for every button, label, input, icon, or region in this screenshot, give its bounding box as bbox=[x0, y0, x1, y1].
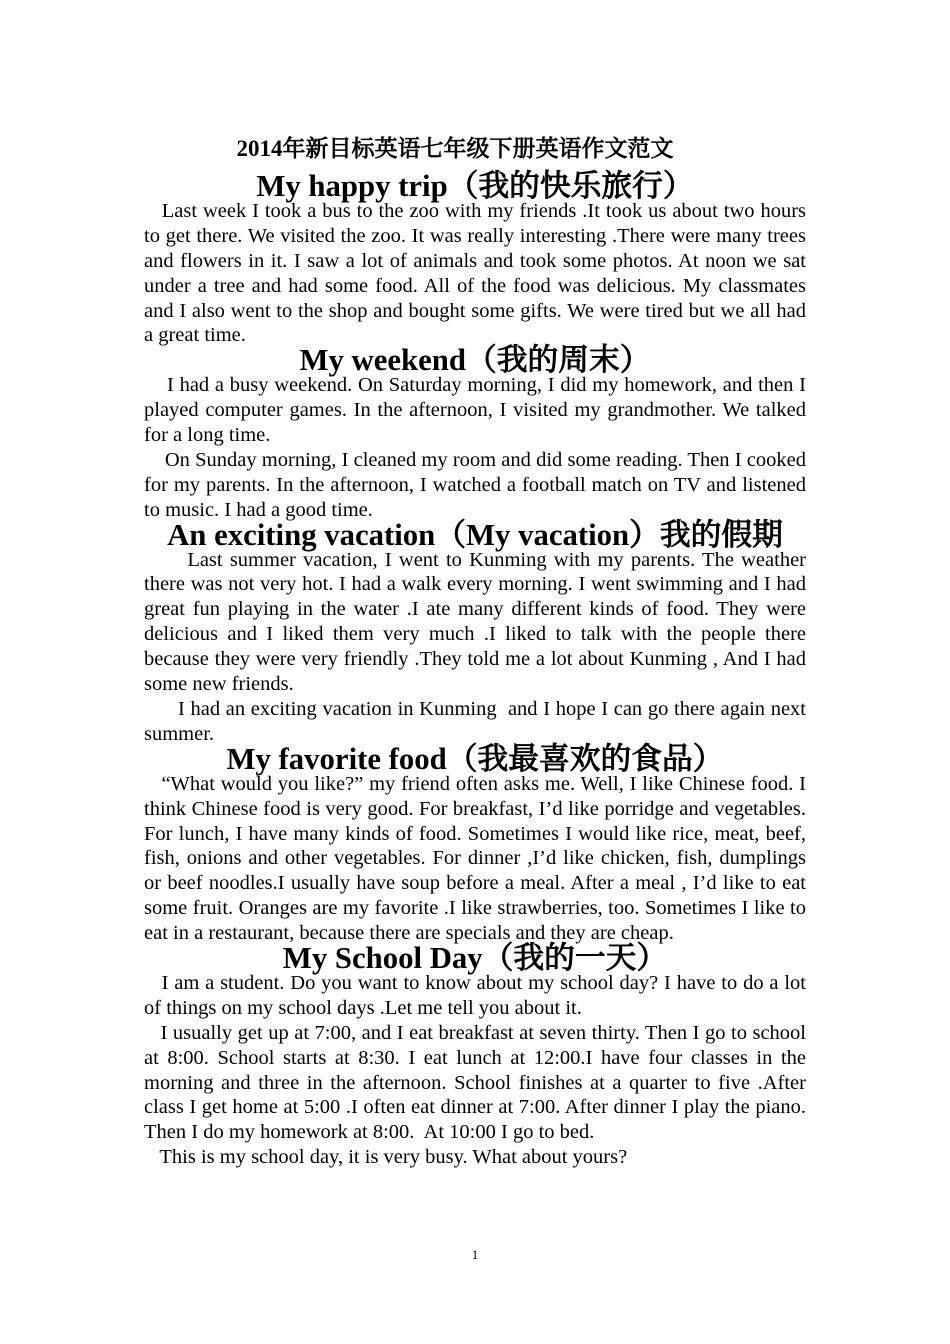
essay-favorite-food bbox=[144, 741, 812, 946]
paragraph: I had a busy weekend. On Saturday morning, I did my homework, and then I played computer games. In the afternoon, I visited my grandmother. We talked for a long time. bbox=[144, 374, 812, 447]
essay-my-happy-trip bbox=[144, 169, 812, 348]
paragraph: This is my school day, it is very busy. What about yours? bbox=[144, 1146, 628, 1169]
page-number: 1 bbox=[471, 1247, 479, 1262]
essay-school-day bbox=[144, 941, 812, 1170]
essay-exciting-vacation bbox=[144, 517, 812, 747]
essay-my-weekend bbox=[144, 343, 812, 522]
section-title: My weekend（我的周末） bbox=[299, 343, 651, 378]
document-title: 2014年新目标英语七年级下册英语作文范文 bbox=[236, 136, 674, 161]
paragraph: I had an exciting vacation in Kunming and I hope I can go there again next summer. bbox=[144, 697, 812, 745]
section-title: My School Day（我的一天） bbox=[282, 941, 668, 976]
paragraph: “What would you like?” my friend often asks me. Well, I like Chinese food. I think Chinese food is very good. For breakfast, I’d like porridge and vegetables. For lunch, I have many kinds of food. Sometimes I would like rice, meat, beef, fish, onions and other vegetables. For dinner ,I’d like chicken, fish, dumplings or beef noodles.I usually have soup before a meal. After a meal , I’d like to eat some fruit. Oranges are my favorite .I like strawberries, too. Sometimes I like to eat in a restaurant, because there are specials and they are cheap. bbox=[144, 772, 812, 945]
paragraph: Last summer vacation, I went to Kunming with my parents. The weather there was not very hot. I had a walk every morning. I went swimming and I had great fun playing in the water .I ate many different kinds of food. They were delicious and I liked them very much .I liked to talk with the people there because they were very friendly .They told me a lot about Kunming , And I had some new friends. bbox=[144, 548, 812, 696]
paragraph: Last week I took a bus to the zoo with my friends .It took us about two hours to get there. We visited the zoo. It was really interesting .There were many trees and flowers in it. I saw a lot of animals and took some photos. At noon we sat under a tree and had some food. All of the food was delicious. My classmates and I also went to the shop and bought some gifts. We were tired but we all had a great time. bbox=[144, 199, 812, 347]
paragraph: I am a student. Do you want to know about my school day? I have to do a lot of things on my school days .Let me tell you about it. bbox=[144, 971, 812, 1019]
document-body bbox=[144, 134, 812, 1170]
section-title: My happy trip（我的快乐旅行） bbox=[256, 169, 694, 203]
section-title: An exciting vacation（My vacation）我的假期 bbox=[167, 517, 783, 552]
paragraph: On Sunday morning, I cleaned my room and did some reading. Then I cooked for my parents. In the afternoon, I watched a football match on TV and listened to music. I had a good time. bbox=[144, 448, 812, 521]
section-title: My favorite food（我最喜欢的食品） bbox=[226, 741, 724, 776]
paragraph: I usually get up at 7:00, and I eat breakfast at seven thirty. Then I go to school at 8:00. School starts at 8:30. I eat lunch at 12:00.I have four classes in the morning and three in the afternoon. School finishes at a quarter to five .After class I get home at 5:00 .I often eat dinner at 7:00. After dinner I play the piano. Then I do my homework at 8:00. At 10:00 I go to bed. bbox=[144, 1021, 812, 1144]
